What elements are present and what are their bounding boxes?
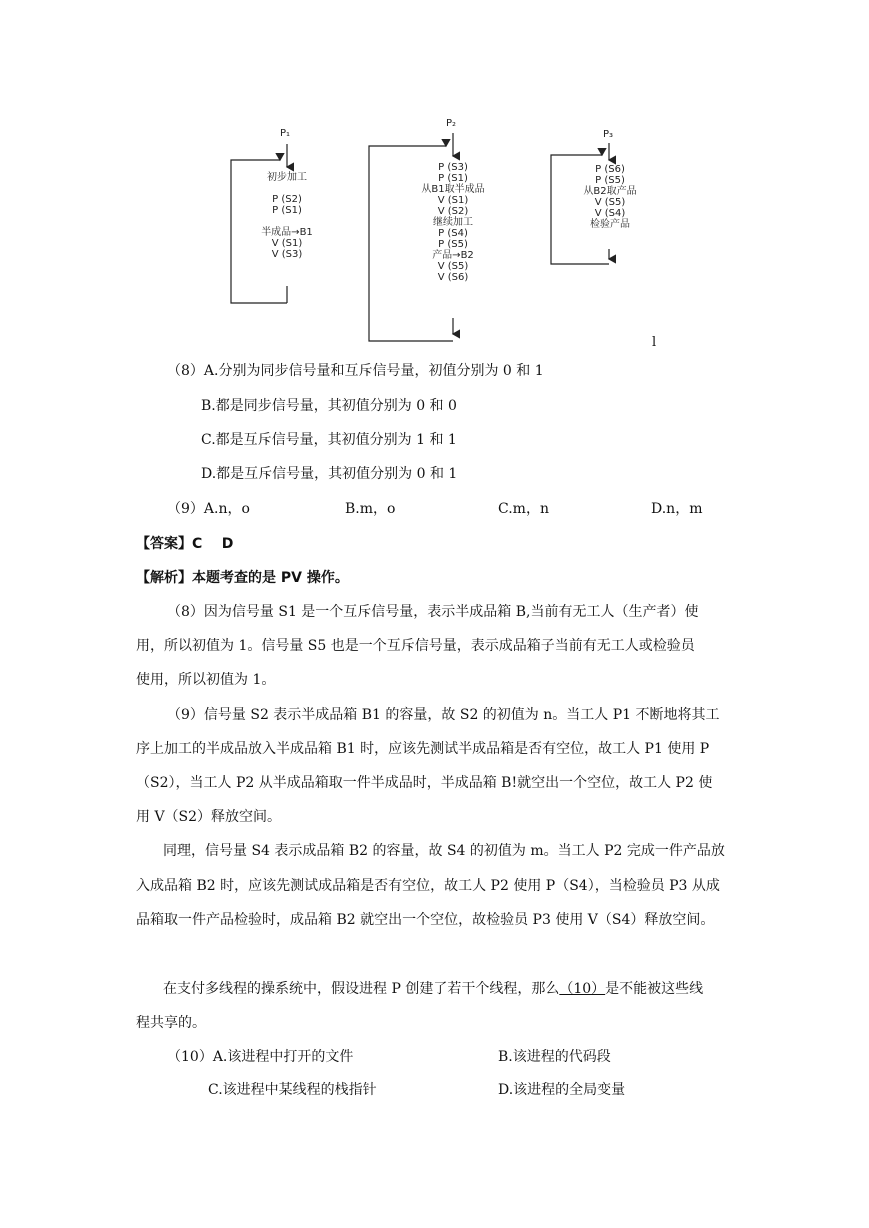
p1-step: P (S2) — [272, 194, 302, 205]
p2-step: 继续加工 — [433, 217, 473, 228]
p2-step: P (S4) — [438, 228, 468, 239]
p3-step: P (S6) — [595, 164, 625, 175]
p2-step: V (S6) — [437, 272, 469, 283]
analysis-p8-line-2: 用，所以初值为 1。信号量 S5 也是一个互斥信号量，表示成品箱子当前有无工人或检验员 — [136, 638, 695, 654]
p3-step: 检验产品 — [590, 219, 630, 230]
q8-option-c: C.都是互斥信号量，其初值分别为 1 和 1 — [201, 432, 457, 448]
p2-label: P₂ — [446, 118, 457, 129]
p1-step: 半成品→B1 — [261, 227, 313, 238]
p2-step: P (S1) — [438, 173, 468, 184]
p1-label: P₁ — [280, 128, 291, 139]
q9-option-d: D.n，m — [651, 501, 703, 517]
analysis-p9-line-4: 用 V（S2）释放空间。 — [136, 809, 282, 825]
q10-stem-post: 是不能被这些线 — [605, 981, 704, 997]
p3-step: 从B2取产品 — [583, 186, 637, 197]
answer-value: C D — [192, 536, 234, 552]
p3-step: V (S5) — [594, 197, 626, 208]
analysis-p10-line-2: 入成品箱 B2 时，应该先测试成品箱是否有空位，故工人 P2 使用 P（S4），当检验员 P3 从成 — [136, 878, 720, 894]
analysis-label: 【解析】 — [136, 570, 192, 586]
p1-steps — [252, 172, 322, 260]
p1-step — [252, 216, 322, 227]
analysis-p10-line-3: 品箱取一件产品检验时，成品箱 B2 就空出一个空位，故检验员 P3 使用 V（S4）释放空间。 — [136, 912, 715, 928]
p2-step: V (S1) — [437, 195, 469, 206]
p1-step: P (S1) — [272, 205, 302, 216]
p1-step: V (S1) — [271, 238, 303, 249]
p2-step: P (S5) — [438, 239, 468, 250]
q10-stem-line-1 — [163, 979, 703, 999]
q8-option-a: （8）A.分别为同步信号量和互斥信号量，初值分别为 0 和 1 — [167, 363, 544, 379]
q8-option-b: B.都是同步信号量，其初值分别为 0 和 0 — [201, 398, 457, 414]
answer-line — [136, 534, 233, 554]
p3-label: P₃ — [603, 129, 614, 140]
analysis-p8-line-3: 使用，所以初值为 1。 — [136, 672, 276, 688]
p2-step: V (S5) — [437, 261, 469, 272]
q10-option-c: C.该进程中某线程的栈指针 — [208, 1082, 377, 1098]
q9-option-c: C.m，n — [498, 501, 549, 517]
p3-step: V (S4) — [594, 208, 626, 219]
analysis-heading — [136, 568, 349, 588]
analysis-p9-line-3: （S2），当工人 P2 从半成品箱取一件半成品时，半成品箱 B!就空出一个空位，故工人 P2 使 — [136, 775, 713, 791]
q10-stem-line-2: 程共享的。 — [136, 1015, 206, 1031]
p3-step: P (S5) — [595, 175, 625, 186]
p2-steps — [413, 162, 493, 283]
q10-option-d: D.该进程的全局变量 — [498, 1082, 626, 1098]
analysis-p9-line-1: （9）信号量 S2 表示半成品箱 B1 的容量，故 S2 的初值为 n。当工人 P1 不断地将其工 — [167, 707, 720, 723]
p1-step — [252, 183, 322, 194]
p3-steps — [578, 164, 642, 230]
p1-step: V (S3) — [271, 249, 303, 260]
q10-stem-pre: 在支付多线程的操系统中，假设进程 P 创建了若干个线程，那么 — [163, 981, 560, 997]
q10-option-b: B.该进程的代码段 — [498, 1049, 611, 1065]
q8-option-d: D.都是互斥信号量，其初值分别为 0 和 1 — [201, 466, 458, 482]
stray-mark: l — [652, 335, 657, 350]
q10-blank: （10） — [559, 981, 606, 997]
q9-option-b: B.m，o — [345, 501, 396, 517]
p1-step: 初步加工 — [267, 172, 307, 183]
p2-step: P (S3) — [438, 162, 468, 173]
analysis-p9-line-2: 序上加工的半成品放入半成品箱 B1 时，应该先测试半成品箱是否有空位，故工人 P1 使用 P — [136, 741, 710, 757]
p2-step: 产品→B2 — [432, 250, 474, 261]
p2-step: 从B1取半成品 — [421, 184, 485, 195]
p2-step: V (S2) — [437, 206, 469, 217]
q9-option-a: （9）A.n，o — [167, 501, 250, 517]
analysis-p8-line-1: （8）因为信号量 S1 是一个互斥信号量，表示半成品箱 B,当前有无工人（生产者）使 — [167, 604, 699, 620]
analysis-p10-line-1: 同理，信号量 S4 表示成品箱 B2 的容量，故 S4 的初值为 m。当工人 P2 完成一件产品放 — [163, 843, 725, 859]
answer-label: 【答案】 — [136, 536, 192, 552]
analysis-title: 本题考查的是 PV 操作。 — [192, 570, 349, 586]
q10-option-a: （10）A.该进程中打开的文件 — [167, 1049, 354, 1065]
